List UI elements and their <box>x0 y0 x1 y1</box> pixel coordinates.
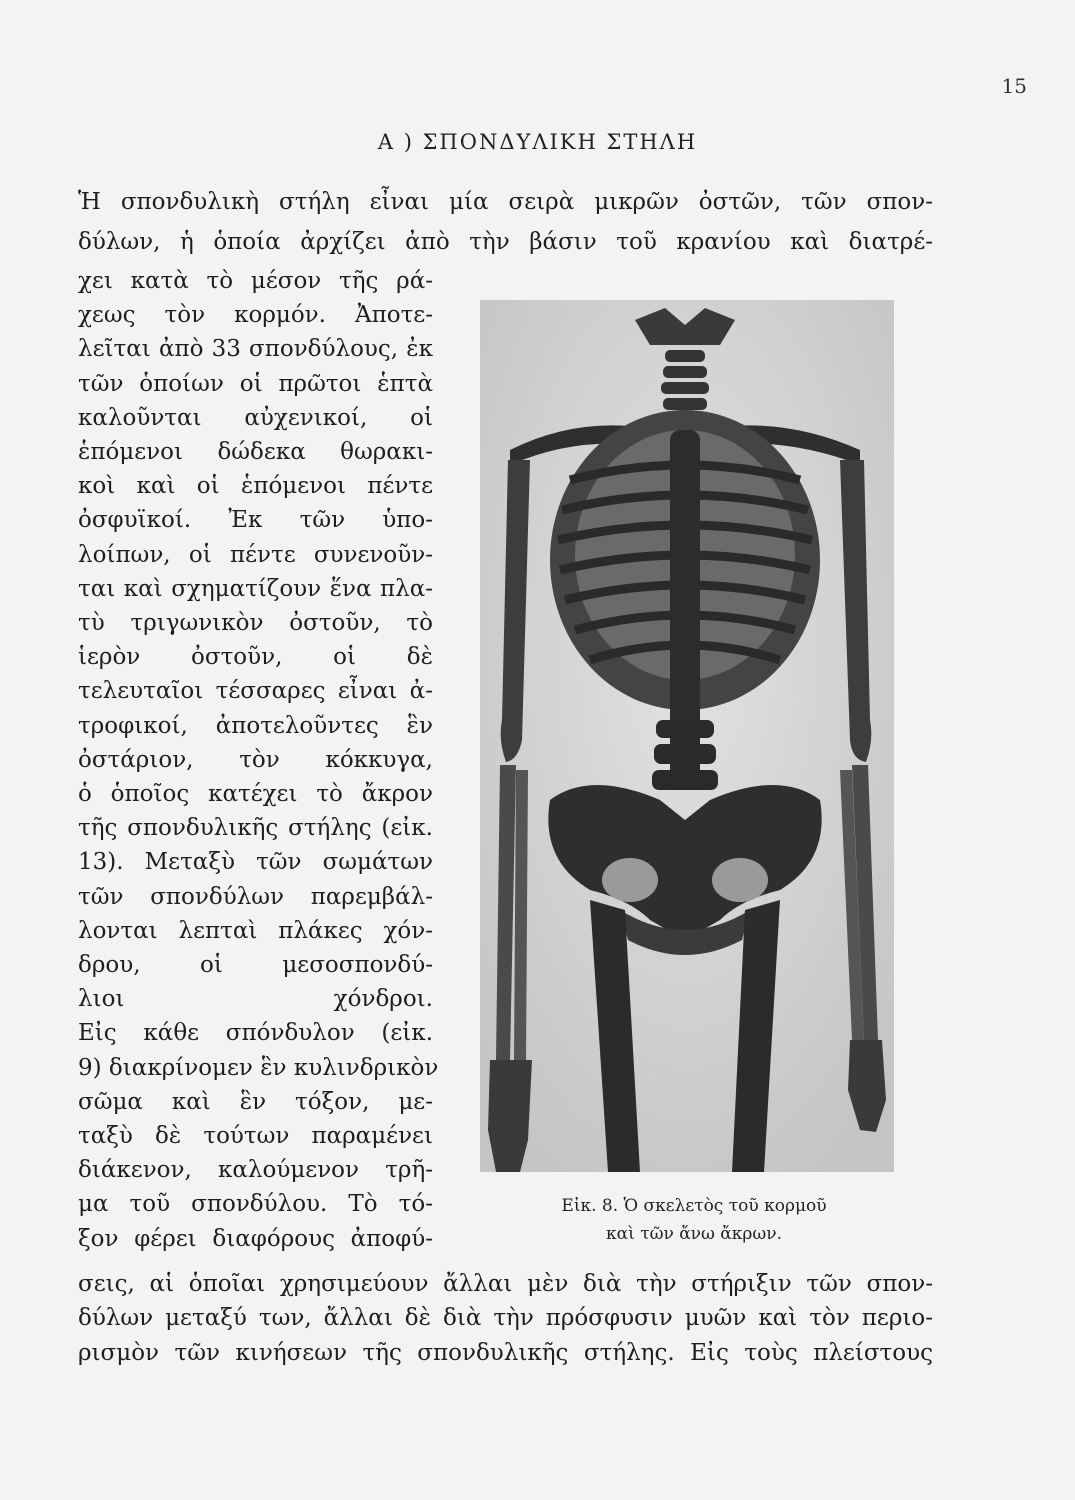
text-line: μα τοῦ σπονδύλου. Τὸ τό- <box>78 1191 433 1218</box>
text-line: λιοι χόνδροι. <box>78 986 433 1013</box>
text-line: τῆς σπονδυλικῆς στήλης (εἰκ. <box>78 815 433 842</box>
text-line: λοίπων, οἱ πέντε συνενοῦν- <box>78 541 433 568</box>
text-line: διάκενον, καλούμενον τρῆ- <box>78 1157 433 1184</box>
skeleton-figure <box>480 300 894 1172</box>
section-title: Α ) ΣΠΟΝΔΥΛΙΚΗ ΣΤΗΛΗ <box>377 130 698 154</box>
text-line: ξον φέρει διαφόρους ἀποφύ- <box>78 1225 433 1252</box>
text-line: δύλων, ἡ ὁποία ἀρχίζει ἀπὸ τὴν βάσιν τοῦ κρανίου καὶ διατρέ- <box>78 229 933 255</box>
text-line: κοὶ καὶ οἱ ἑπόμενοι πέντε <box>78 473 433 500</box>
text-line: ταξὺ δὲ τούτων παραμένει <box>78 1123 433 1149</box>
text-line: 9) διακρίνομεν ἓν κυλινδρικὸν <box>78 1054 439 1081</box>
text-line: καλοῦνται αὐχενικοί, οἱ <box>78 404 433 431</box>
text-line: λεῖται ἀπὸ 33 σπονδύλους, ἐκ <box>78 336 433 363</box>
text-line: ἑπόμενοι δώδεκα θωρακι- <box>78 439 433 465</box>
text-line: δρου, οἱ μεσοσπονδύ- <box>78 952 433 978</box>
text-line: Εἰς κάθε σπόνδυλον (εἰκ. <box>78 1020 433 1047</box>
text-line: 13). Μεταξὺ τῶν σωμάτων <box>78 849 433 876</box>
text-line: ὀσφυϊκοί. Ἐκ τῶν ὑπο- <box>78 507 433 534</box>
text-line: τὺ τριγωνικὸν ὀστοῦν, τὸ <box>78 610 433 636</box>
text-line: τῶν σπονδύλων παρεμβάλ- <box>78 883 433 910</box>
text-line: λονται λεπταὶ πλάκες χόν- <box>78 917 433 944</box>
text-line: ρισμὸν τῶν κινήσεων τῆς σπονδυλικῆς στήλης. Εἰς τοὺς πλείστους <box>78 1340 933 1366</box>
text-line: ὀστάριον, τὸν κόκκυγα, <box>78 746 433 773</box>
page-number: 15 <box>1001 74 1027 98</box>
caption-line: Εἰκ. 8. Ὁ σκελετὸς τοῦ κορμοῦ <box>561 1196 827 1216</box>
text-line: δύλων μεταξύ των, ἄλλαι δὲ διὰ τὴν πρόσφυσιν μυῶν καὶ τὸν περιο- <box>78 1305 933 1331</box>
text-line: τροφικοί, ἀποτελοῦντες ἓν <box>78 712 433 739</box>
text-line: ὁ ὁποῖος κατέχει τὸ ἄκρον <box>78 781 433 807</box>
text-line: χει κατὰ τὸ μέσον τῆς ρά- <box>78 268 433 294</box>
text-line: σῶμα καὶ ἓν τόξον, με- <box>78 1088 433 1115</box>
text-line: χεως τὸν κορμόν. Ἀποτε- <box>78 302 433 329</box>
text-line: τῶν ὁποίων οἱ πρῶτοι ἑπτὰ <box>78 370 433 397</box>
skeleton-photo-icon <box>480 300 894 1172</box>
text-line: σεις, αἱ ὁποῖαι χρησιμεύουν ἄλλαι μὲν διὰ τὴν στήριξιν τῶν σπον- <box>78 1271 933 1297</box>
text-line: Ἡ σπονδυλικὴ στήλη εἶναι μία σειρὰ μικρῶν ὀστῶν, τῶν σπον- <box>78 189 933 215</box>
caption-line: καὶ τῶν ἄνω ἄκρων. <box>606 1224 782 1244</box>
text-line: ἱερὸν ὀστοῦν, οἱ δὲ <box>78 644 433 671</box>
text-line: ται καὶ σχηματίζουν ἕνα πλα- <box>78 575 433 602</box>
text-line: τελευταῖοι τέσσαρες εἶναι ἀ- <box>78 678 433 705</box>
